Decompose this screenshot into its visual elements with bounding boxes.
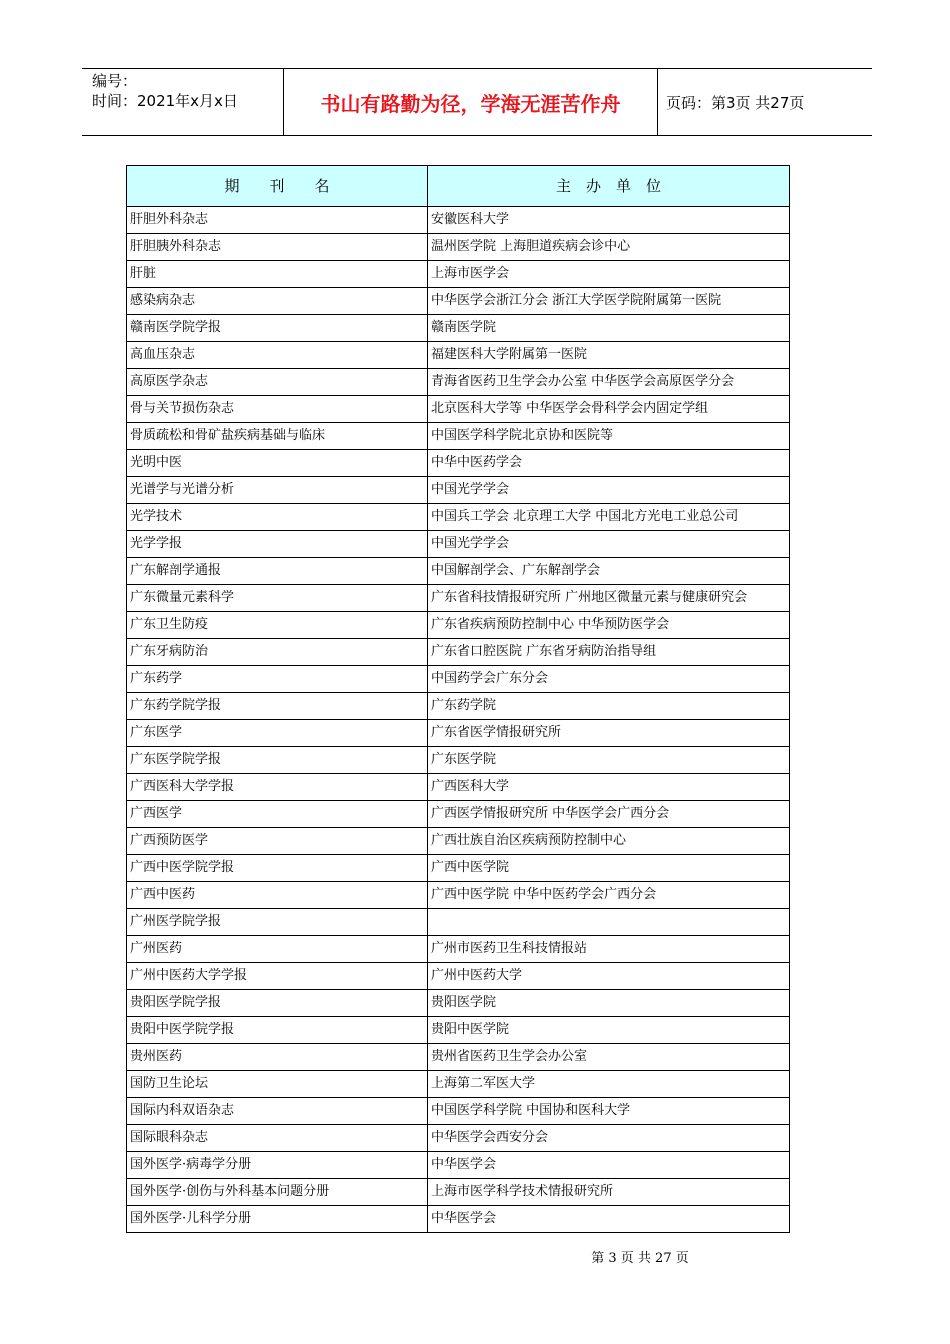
table-row [127, 1017, 790, 1044]
table-row [127, 558, 790, 585]
sponsor-cell: 贵阳中医学院 [428, 1017, 790, 1044]
journal-name-cell: 国外医学·病毒学分册 [127, 1152, 428, 1179]
journal-name-cell: 高血压杂志 [127, 342, 428, 369]
journal-name-cell: 国外医学·创伤与外科基本问题分册 [127, 1179, 428, 1206]
sponsor-cell: 广东省科技情报研究所 广州地区微量元素与健康研究会 [428, 585, 790, 612]
table-row [127, 234, 790, 261]
header-motto: 书山有路勤为径，学海无涯苦作舟 [284, 69, 658, 135]
table-row [127, 288, 790, 315]
journal-name-cell: 广西医学 [127, 801, 428, 828]
journal-name-cell: 广东医学 [127, 720, 428, 747]
column-header-journal: 期 刊 名 [127, 166, 428, 207]
sponsor-cell: 广东药学院 [428, 693, 790, 720]
table-row [127, 693, 790, 720]
journal-name-cell: 国外医学·儿科学分册 [127, 1206, 428, 1233]
sponsor-cell: 上海市医学会 [428, 261, 790, 288]
journal-name-cell: 贵阳医学院学报 [127, 990, 428, 1017]
number-label: 编号： [92, 72, 138, 90]
time-label: 时间：2021年x月x日 [92, 92, 238, 110]
table-row [127, 936, 790, 963]
table-row [127, 639, 790, 666]
journal-name-cell: 广东药学 [127, 666, 428, 693]
page-header [82, 68, 872, 136]
journal-name-cell: 广东卫生防疫 [127, 612, 428, 639]
sponsor-cell: 青海省医药卫生学会办公室 中华医学会高原医学分会 [428, 369, 790, 396]
journal-name-cell: 广州中医药大学学报 [127, 963, 428, 990]
sponsor-cell: 中华医学会 [428, 1152, 790, 1179]
table-row [127, 747, 790, 774]
sponsor-cell: 广东省口腔医院 广东省牙病防治指导组 [428, 639, 790, 666]
sponsor-cell: 上海市医学科学技术情报研究所 [428, 1179, 790, 1206]
sponsor-cell: 中国解剖学会、广东解剖学会 [428, 558, 790, 585]
sponsor-cell: 福建医科大学附属第一医院 [428, 342, 790, 369]
journal-name-cell: 肝脏 [127, 261, 428, 288]
table-row [127, 909, 790, 936]
table-row [127, 450, 790, 477]
sponsor-cell: 广西壮族自治区疾病预防控制中心 [428, 828, 790, 855]
sponsor-cell: 广西医科大学 [428, 774, 790, 801]
journal-name-cell: 光明中医 [127, 450, 428, 477]
sponsor-cell: 中华医学会浙江分会 浙江大学医学院附属第一医院 [428, 288, 790, 315]
table-row [127, 1098, 790, 1125]
table-header-row [127, 166, 790, 207]
table-row [127, 801, 790, 828]
journal-name-cell: 骨质疏松和骨矿盐疾病基础与临床 [127, 423, 428, 450]
journal-name-cell: 广东药学院学报 [127, 693, 428, 720]
table-row [127, 1044, 790, 1071]
table-row [127, 612, 790, 639]
journal-name-cell: 广西预防医学 [127, 828, 428, 855]
journal-name-cell: 高原医学杂志 [127, 369, 428, 396]
journal-name-cell: 广州医药 [127, 936, 428, 963]
journal-name-cell: 贵阳中医学院学报 [127, 1017, 428, 1044]
journal-table [126, 165, 790, 1233]
sponsor-cell: 中国光学学会 [428, 531, 790, 558]
sponsor-cell: 广西中医学院 [428, 855, 790, 882]
table-row [127, 504, 790, 531]
table-row [127, 207, 790, 234]
journal-name-cell: 广东医学院学报 [127, 747, 428, 774]
table-row [127, 1152, 790, 1179]
table-row [127, 1071, 790, 1098]
journal-name-cell: 广东微量元素科学 [127, 585, 428, 612]
sponsor-cell: 中国医学科学院北京协和医院等 [428, 423, 790, 450]
table-row [127, 963, 790, 990]
sponsor-cell: 贵州省医药卫生学会办公室 [428, 1044, 790, 1071]
sponsor-cell: 广东省疾病预防控制中心 中华预防医学会 [428, 612, 790, 639]
sponsor-cell: 广西医学情报研究所 中华医学会广西分会 [428, 801, 790, 828]
sponsor-cell: 广州中医药大学 [428, 963, 790, 990]
journal-name-cell: 光学学报 [127, 531, 428, 558]
table-row [127, 342, 790, 369]
column-header-sponsor: 主 办 单 位 [428, 166, 790, 207]
table-row [127, 531, 790, 558]
table-row [127, 369, 790, 396]
table-row [127, 1179, 790, 1206]
journal-name-cell: 国际内科双语杂志 [127, 1098, 428, 1125]
sponsor-cell: 中华医学会 [428, 1206, 790, 1233]
journal-name-cell: 肝胆外科杂志 [127, 207, 428, 234]
page-footer: 第 3 页 共 27 页 [591, 1251, 689, 1266]
sponsor-cell: 中国光学学会 [428, 477, 790, 504]
table-row [127, 1125, 790, 1152]
table-row [127, 585, 790, 612]
sponsor-cell: 安徽医科大学 [428, 207, 790, 234]
table-row [127, 261, 790, 288]
header-meta [82, 69, 284, 135]
journal-name-cell: 广西医科大学学报 [127, 774, 428, 801]
journal-name-cell: 赣南医学院学报 [127, 315, 428, 342]
sponsor-cell: 北京医科大学等 中华医学会骨科学会内固定学组 [428, 396, 790, 423]
journal-name-cell: 光学技术 [127, 504, 428, 531]
journal-name-cell: 贵州医药 [127, 1044, 428, 1071]
sponsor-cell [428, 909, 790, 936]
sponsor-cell: 贵阳医学院 [428, 990, 790, 1017]
header-page-code: 页码：第3页 共27页 [666, 93, 805, 112]
sponsor-cell: 广州市医药卫生科技情报站 [428, 936, 790, 963]
sponsor-cell: 中华医学会西安分会 [428, 1125, 790, 1152]
table-row [127, 423, 790, 450]
table-row [127, 666, 790, 693]
sponsor-cell: 广东医学院 [428, 747, 790, 774]
journal-name-cell: 广东牙病防治 [127, 639, 428, 666]
journal-name-cell: 广州医学院学报 [127, 909, 428, 936]
sponsor-cell: 赣南医学院 [428, 315, 790, 342]
table-row [127, 882, 790, 909]
journal-name-cell: 广西中医药 [127, 882, 428, 909]
sponsor-cell: 广东省医学情报研究所 [428, 720, 790, 747]
table-row [127, 828, 790, 855]
sponsor-cell: 中国医学科学院 中国协和医科大学 [428, 1098, 790, 1125]
sponsor-cell: 温州医学院 上海胆道疾病会诊中心 [428, 234, 790, 261]
journal-name-cell: 国防卫生论坛 [127, 1071, 428, 1098]
journal-name-cell: 国际眼科杂志 [127, 1125, 428, 1152]
journal-name-cell: 感染病杂志 [127, 288, 428, 315]
table-body [127, 207, 790, 1233]
journal-name-cell: 肝胆胰外科杂志 [127, 234, 428, 261]
table-row [127, 396, 790, 423]
table-row [127, 774, 790, 801]
sponsor-cell: 中国药学会广东分会 [428, 666, 790, 693]
table-row [127, 477, 790, 504]
table-row [127, 720, 790, 747]
journal-name-cell: 光谱学与光谱分析 [127, 477, 428, 504]
table-row [127, 855, 790, 882]
journal-name-cell: 骨与关节损伤杂志 [127, 396, 428, 423]
sponsor-cell: 中国兵工学会 北京理工大学 中国北方光电工业总公司 [428, 504, 790, 531]
journal-name-cell: 广西中医学院学报 [127, 855, 428, 882]
sponsor-cell: 广西中医学院 中华中医药学会广西分会 [428, 882, 790, 909]
table-row [127, 990, 790, 1017]
table-row [127, 1206, 790, 1233]
sponsor-cell: 上海第二军医大学 [428, 1071, 790, 1098]
journal-name-cell: 广东解剖学通报 [127, 558, 428, 585]
sponsor-cell: 中华中医药学会 [428, 450, 790, 477]
table-row [127, 315, 790, 342]
